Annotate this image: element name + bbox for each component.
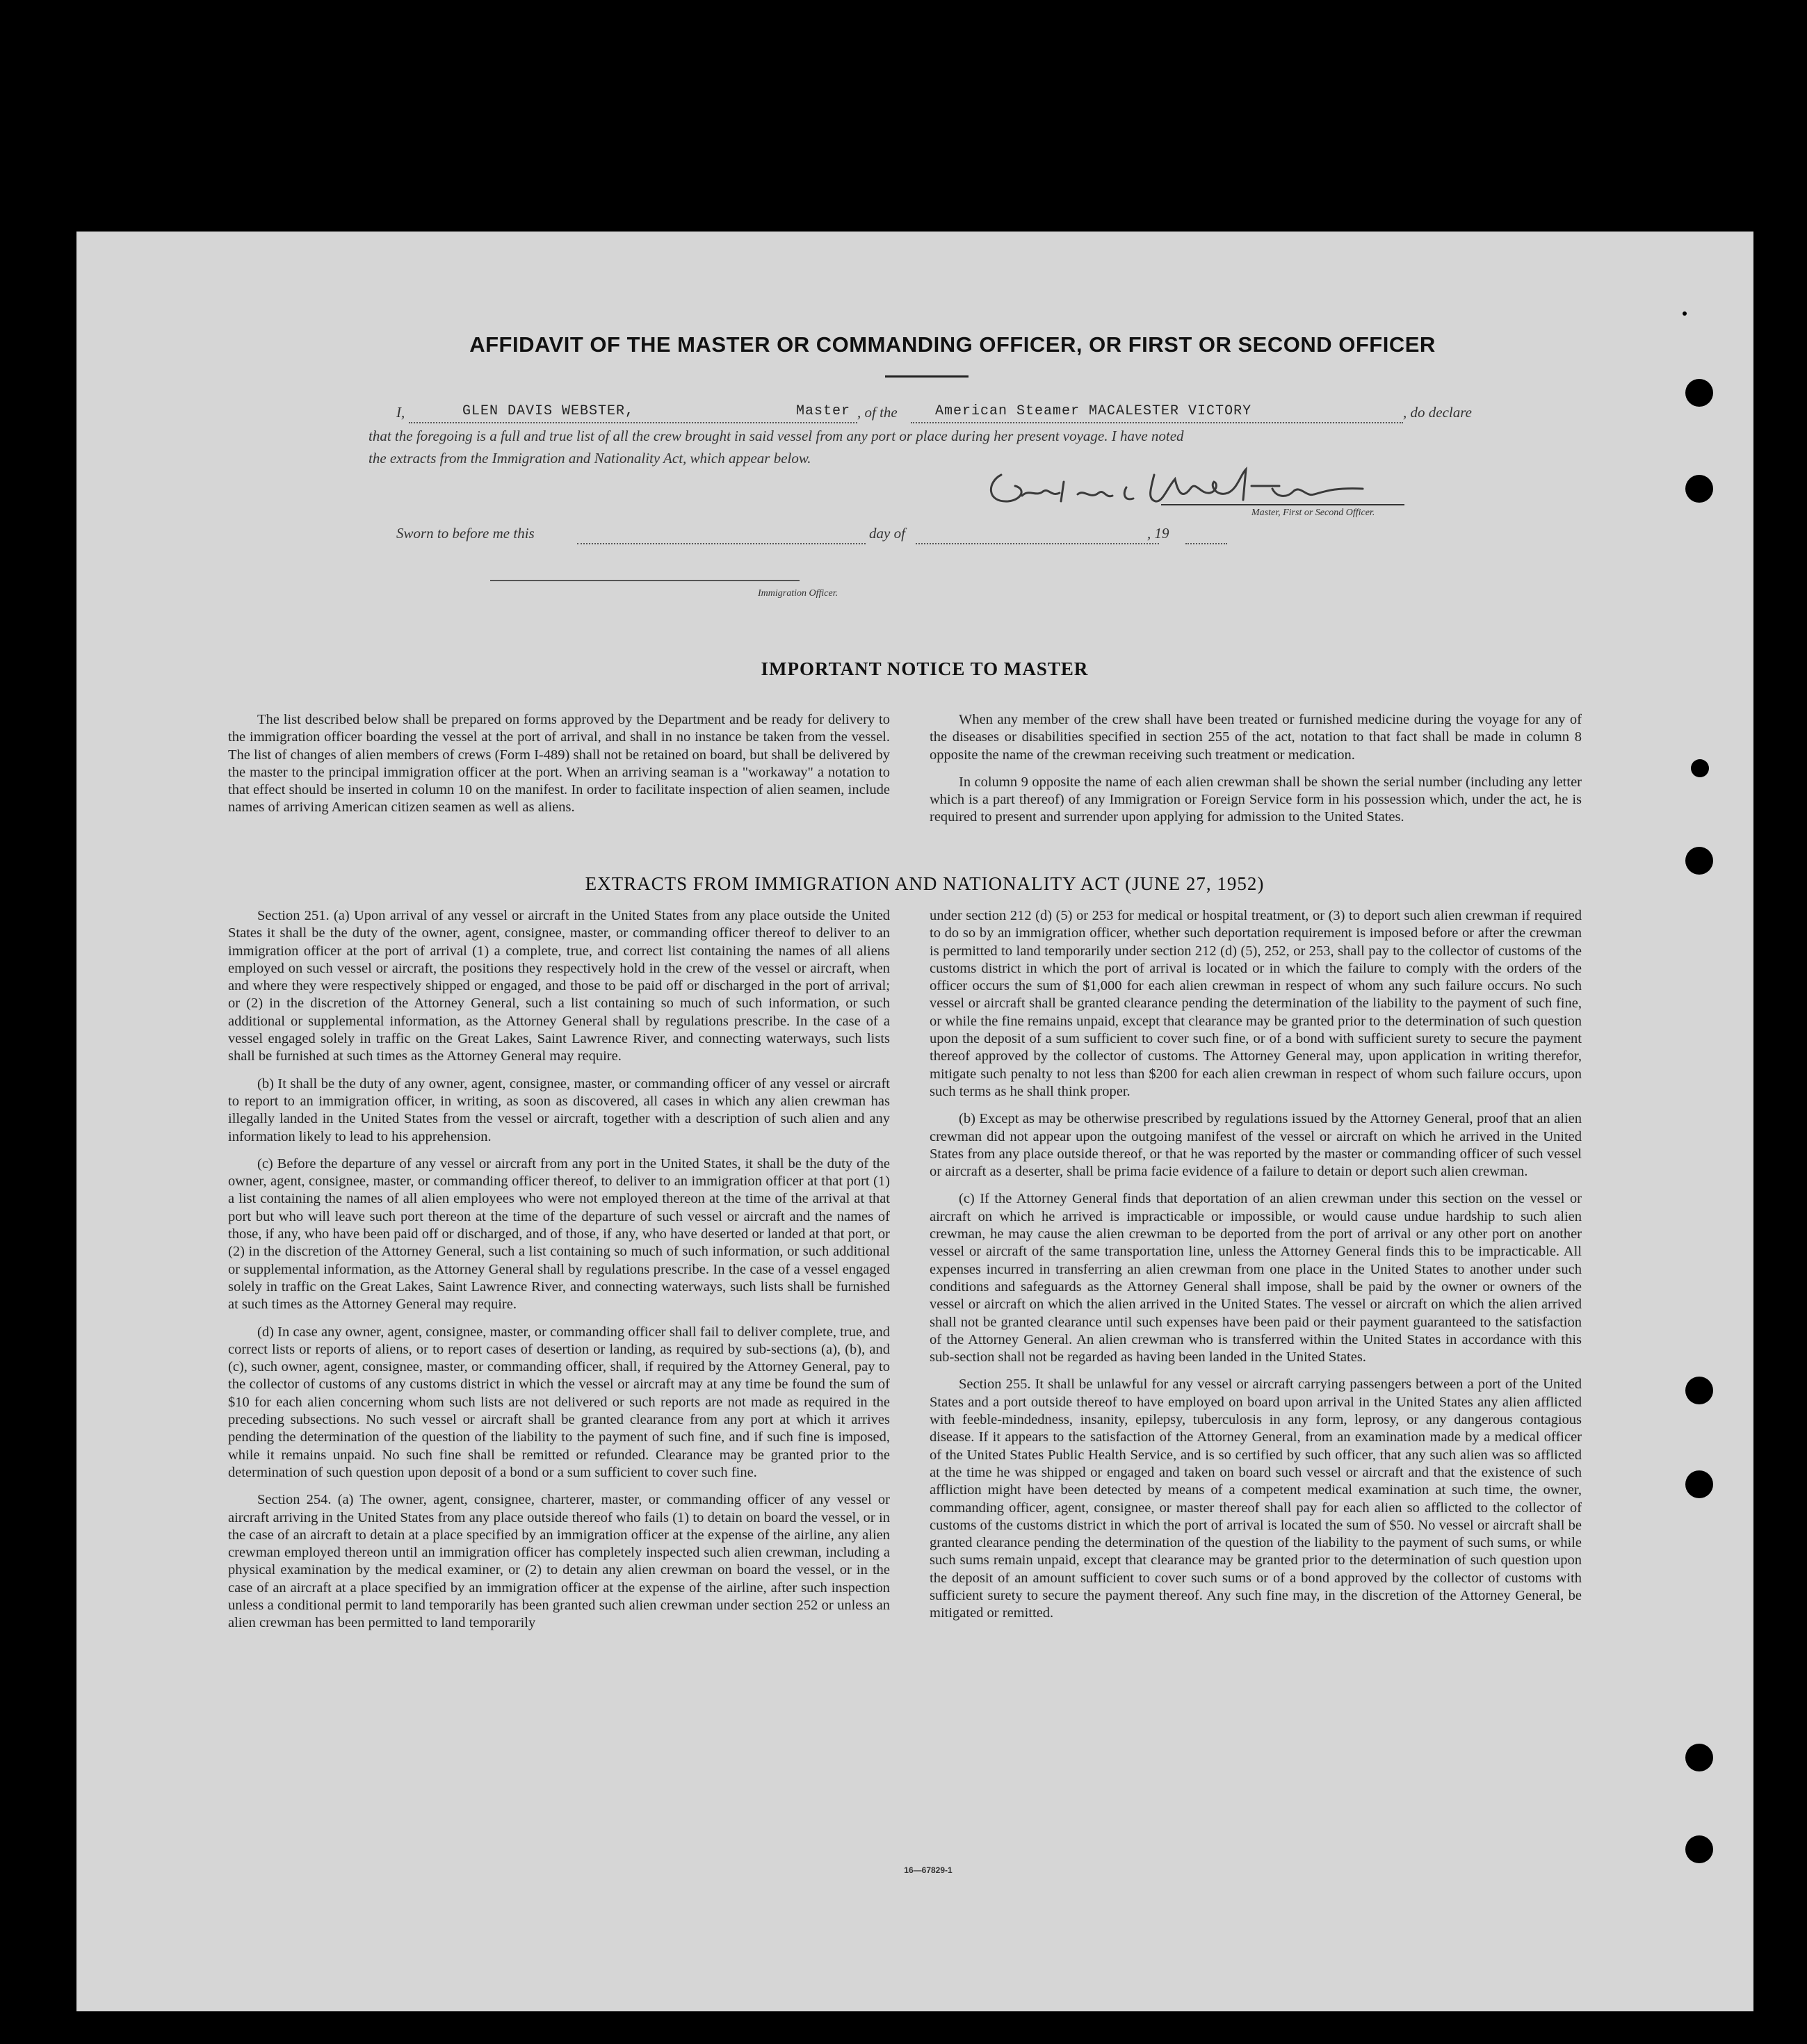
section-251-c: (c) Before the departure of any vessel or aircraft from any port in the United States, it shall be the duty of the owner, agent, consignee, master, or commanding officer thereof, to deliver to an immigration officer at that port (1) a list containing the names of all alien employees who were not employed thereon at the time of the arrival at that port but who will leave such port thereon at the time of the departure of such vessel or aircraft and the names of those, if any, who have been paid off or discharged, and of those, if any, who have deserted or landed at that port, or (2) in the discretion of the Attorney General, such a list containing so much of such information, or such additional or supplemental information, as the Attorney General shall by regulations prescribe. In the case of a vessel engaged solely in traffic on the Great Lakes, Saint Lawrence River, and connecting waterways, such lists shall be furnished at such times as the Attorney General may require. bbox=[228, 1155, 890, 1313]
section-254-a: Section 254. (a) The owner, agent, consignee, charterer, master, or commanding officer of any vessel or aircraft arriving in the United States from any place outside thereof who fails (1) to detain on board the vessel, or in the case of an aircraft to detain at a place specified by an immigration officer at the expense of the airline, any alien crewman employed thereon until an immigration officer has completely inspected such alien crewman, including a physical examination by the medical examiner, or (2) to detain any alien crewman on board the vessel, or in the case of an aircraft at a place specified by an immigration officer at the expense of the airline, after such inspection unless a conditional permit to land temporarily has been granted such alien crewman under section 252 or unless an alien crewman has been permitted to land temporarily bbox=[228, 1492, 890, 1631]
form-number: 16—67829-1 bbox=[904, 1865, 953, 1875]
section-255: Section 255. It shall be unlawful for any vessel or aircraft carrying passengers between a port of the United States and a port outside thereof to have employed on board upon arrival in the United States any alien afflicted with feeble-mindedness, insanity, epilepsy, tuberculosis in any form, leprosy, or any dangerous contagious disease. If it appears to the satisfaction of the Attorney General, from an examination made by a medical officer of the United States Public Health Service, and is so certified by such officer, that any such alien was so afflicted at the time he was shipped or engaged and taken on board such vessel or aircraft and that the existence of such affliction might have been detected by means of a competent medical examination at such time, the owner, commanding officer, agent, consignee, or master thereof shall pay for each alien so afflicted to the collector of customs of the customs district in which the port of arrival is located the sum of $50. No vessel or aircraft shall be granted clearance pending the determination of the question of the liability to the payment of such sums, or while such sums remain unpaid, except that clearance may be granted prior to the determination of such question upon the deposit of an amount sufficient to cover such sums or of a bond approved by the collector of customs with sufficient surety to secure the payment thereof. Any such fine may, in the discretion of the Attorney General, be mitigated or remitted. bbox=[930, 1377, 1582, 1621]
punch-hole bbox=[1685, 1744, 1713, 1771]
extracts-heading: EXTRACTS FROM IMMIGRATION AND NATIONALITY ACT (JUNE 27, 1952) bbox=[585, 873, 1265, 894]
extracts-right-column bbox=[930, 907, 1582, 1632]
section-254-b: (b) Except as may be otherwise prescribed by regulations issued by the Attorney General, proof that an alien crewman did not appear upon the outgoing manifest of the vessel or aircraft on which he arrived in the United States from any place outside thereof, or that he was reported by the master or commanding officer of such vessel or aircraft as a deserter, shall be prima facie evidence of a failure to detain or deport such alien crewman. bbox=[930, 1111, 1582, 1180]
decl-line-3: the extracts from the Immigration and Nationality Act, which appear below. bbox=[368, 450, 811, 467]
decl-line-2: that the foregoing is a full and true list of all the crew brought in said vessel from any port or place during her present voyage. I have noted bbox=[368, 428, 1184, 444]
punch-hole bbox=[1685, 1835, 1713, 1863]
sworn-day-line bbox=[577, 528, 866, 544]
document-page bbox=[76, 232, 1753, 2011]
affidavit-title: AFFIDAVIT OF THE MASTER OR COMMANDING OFFICER, OR FIRST OR SECOND OFFICER bbox=[469, 332, 1436, 357]
decl-prefix: I, bbox=[396, 404, 405, 421]
section-254-a-continued: under section 212 (d) (5) or 253 for medical or hospital treatment, or (3) to deport such alien crewman if required to do so by an immigration officer, whether such deportation requirement is imposed before or after the crewman is permitted to land temporarily under section 212 (d) (5), 252, or 253, shall pay to the collector of customs of the customs district in which the port of arrival is located or in which the failure to comply with the orders of the officer occurs the sum of $1,000 for each alien crewman in respect of whom any such failure occurs. No such vessel or aircraft shall be granted clearance pending the determination of the liability to the payment of such fine, or while the fine remains unpaid, except that clearance may be granted prior to the determination of such question upon the deposit of a sum sufficient to cover such fine, or of a bond with sufficient surety to secure the payment thereof approved by the collector of customs. The Attorney General may, upon application in writing therefor, mitigate such penalty to not less than $200 for each alien crewman in respect of whom such failure occurs, upon such terms as he shall think proper. bbox=[930, 908, 1582, 1099]
day-of-label: day of bbox=[869, 525, 905, 542]
vessel-name: American Steamer MACALESTER VICTORY bbox=[935, 403, 1252, 419]
punch-hole bbox=[1685, 475, 1713, 503]
section-251-b: (b) It shall be the duty of any owner, agent, consignee, master, or commanding officer of any vessel or aircraft to report to an immigration officer, in writing, as soon as discovered, all cases in which any alien crewman has illegally landed in the United States from the vessel or aircraft, together with a description of such alien and any information likely to lead to his apprehension. bbox=[228, 1076, 890, 1144]
rank: Master bbox=[796, 403, 851, 419]
master-name: GLEN DAVIS WEBSTER, bbox=[462, 403, 635, 419]
notice-paragraph: In column 9 opposite the name of each alien crewman shall be shown the serial number (including any letter which is a part thereof) of any Immigration or Foreign Service form in his possession which, under the act, he is required to present and surrender upon applying for admission to the United States. bbox=[930, 774, 1582, 825]
punch-hole bbox=[1685, 1377, 1713, 1404]
section-251-d: (d) In case any owner, agent, consignee, master, or commanding officer shall fail to deliver complete, true, and correct lists or reports of aliens, or to report cases of desertion or landing, as required by sub-sections (a), (b), and (c), such owner, agent, consignee, master, or commanding officer, shall, if required by the Attorney General, pay to the collector of customs of any customs district in which the vessel or aircraft may at any time be found the sum of $10 for each alien concerning whom such lists are not delivered or such reports are not made as required in the preceding subsections. No such vessel or aircraft shall be granted clearance from any port at which it arrives pending the determination of the question of the liability to the payment of such fine, and if such fine is imposed, while it remains unpaid. No such fine shall be remitted or refunded. Clearance may be granted prior to the determination of such question upon deposit of a bond or a sum sufficient to cover such fine. bbox=[228, 1324, 890, 1480]
master-signature-line bbox=[1161, 504, 1404, 505]
section-254-c: (c) If the Attorney General finds that deportation of an alien crewman under this section on the vessel or aircraft on which he arrived is impracticable or impossible, or would cause undue hardship to such alien crewman, he may cause the alien crewman to be deported from the port of arrival or any other port on another vessel or aircraft of the same transportation line, unless the Attorney General finds this to be impracticable. All expenses incurred in transferring an alien crewman from one place in the United States to another under such conditions and safeguards as the Attorney General shall impose, shall be paid by the owner or owners of the vessel or aircraft on which the alien arrived in the United States. The vessel or aircraft on which the alien arrived shall not be granted clearance until such expenses have been paid or their payment guaranteed to the satisfaction of the Attorney General. An alien crewman who is transferred within the United States in accordance with this sub-section shall not be regarded as having been landed in the United States. bbox=[930, 1191, 1582, 1365]
notice-heading: IMPORTANT NOTICE TO MASTER bbox=[761, 658, 1089, 679]
ink-blot bbox=[1691, 759, 1709, 777]
title-rule bbox=[885, 375, 969, 378]
master-caption: Master, First or Second Officer. bbox=[1251, 508, 1375, 518]
punch-hole bbox=[1685, 379, 1713, 407]
notice-right-column bbox=[930, 711, 1582, 836]
notice-paragraph: When any member of the crew shall have been treated or furnished medicine during the voyage for any of the diseases or disabilities specified in section 255 of the act, notation to that fact shall be made in column 8 opposite the name of the crewman receiving such treatment or medication. bbox=[930, 712, 1582, 763]
decl-of-the: , of the bbox=[857, 404, 898, 421]
year-line bbox=[1185, 528, 1227, 544]
year-label: , 19 bbox=[1147, 525, 1169, 542]
sworn-label: Sworn to before me this bbox=[396, 525, 535, 542]
notice-paragraph: The list described below shall be prepared on forms approved by the Department and be ready for delivery to the immigration officer boarding the vessel at the port of arrival, and shall in no instance be taken from the vessel. The list of changes of alien members of crews (Form I-489) shall not be retained on board, but shall be delivered by the master to the principal immigration officer at the port. When an arriving seaman is a "workaway" a notation to that effect should be inserted in column 10 on the manifest. In order to facilitate inspection of alien seamen, include names of arriving American citizen seamen as well as aliens. bbox=[228, 712, 890, 816]
extracts-left-column bbox=[228, 907, 890, 1642]
immigration-officer-caption: Immigration Officer. bbox=[758, 588, 838, 599]
notice-left-column bbox=[228, 711, 890, 827]
ink-speck bbox=[1683, 311, 1687, 316]
decl-do-declare: , do declare bbox=[1403, 404, 1472, 421]
punch-hole bbox=[1685, 1470, 1713, 1498]
immigration-officer-line bbox=[490, 580, 800, 581]
sworn-month-line bbox=[916, 528, 1159, 544]
section-251-a: Section 251. (a) Upon arrival of any vessel or aircraft in the United States from any place outside the United States it shall be the duty of the owner, agent, consignee, master, or commanding officer thereof to deliver to an immigration officer at the port of arrival (1) a complete, true, and correct list containing the names of all aliens employed on such vessel or aircraft, the positions they respectively hold in the crew of the vessel or aircraft, when and where they were respectively shipped or engaged, and those to be paid off or discharged in the port of arrival; or (2) in the discretion of the Attorney General, such a list containing so much of such information, or such additional or supplemental information, as the Attorney General shall by regulations prescribe. In the case of a vessel engaged solely in traffic on the Great Lakes, Saint Lawrence River, and connecting waterways, such lists shall be furnished at such times as the Attorney General may require. bbox=[228, 908, 890, 1064]
punch-hole bbox=[1685, 847, 1713, 875]
